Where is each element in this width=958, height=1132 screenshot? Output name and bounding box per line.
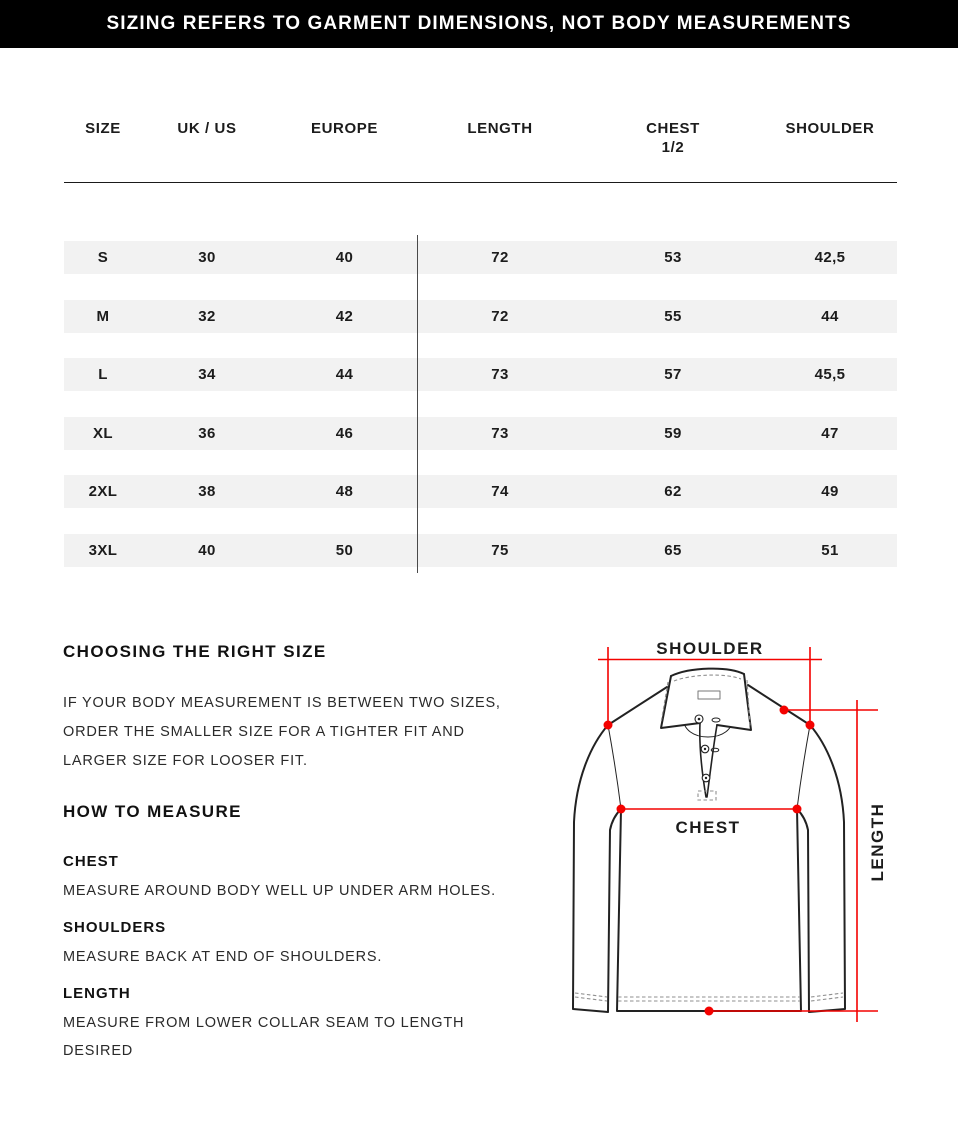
cell-length: 72: [491, 249, 509, 266]
table-row-2xl: [64, 475, 897, 508]
banner: [0, 0, 958, 48]
cell-size: S: [97, 249, 109, 266]
column-divider-line: [417, 235, 418, 573]
cell-size: M: [96, 307, 110, 325]
cell-shoulder: 44: [821, 307, 839, 325]
info-section: [0, 630, 958, 1132]
table-row-l: [64, 358, 897, 391]
cell-europe: 40: [335, 249, 354, 266]
measure-length-text: MEASURE FROM LOWER COLLAR SEAM TO LENGTH DESIRED: [63, 1015, 465, 1059]
cell-shoulder: 42,5: [814, 249, 846, 266]
choosing-size-title: CHOOSING THE RIGHT SIZE: [63, 642, 327, 661]
table-row-xl: [64, 417, 897, 450]
cell-chest: 53: [664, 249, 682, 266]
cell-length: 72: [491, 307, 509, 325]
cell-length: 74: [491, 483, 509, 500]
cell-chest: 62: [664, 483, 682, 500]
measure-shoulders-text: MEASURE BACK AT END OF SHOULDERS.: [63, 949, 383, 965]
shirt-outline: [573, 669, 845, 1012]
column-header-size: SIZE: [85, 120, 121, 137]
cell-europe: 42: [335, 307, 354, 325]
cell-europe: 50: [335, 541, 354, 559]
cell-europe: 48: [335, 483, 354, 500]
cell-size: L: [98, 366, 108, 383]
cell-chest: 59: [664, 424, 682, 442]
cell-length: 73: [491, 424, 509, 442]
cell-size: 2XL: [88, 483, 118, 500]
measure-item-chest: [63, 853, 563, 905]
size-table-body: [64, 241, 897, 567]
cell-shoulder: 45,5: [814, 366, 846, 383]
column-header-europe: EUROPE: [311, 120, 378, 137]
column-header-shoulder: SHOULDER: [785, 120, 875, 137]
size-table-header: [64, 119, 897, 157]
cell-shoulder: 51: [821, 541, 839, 559]
cell-shoulder: 49: [821, 483, 839, 500]
cell-uk-us: 40: [198, 541, 216, 559]
cell-size: 3XL: [88, 541, 118, 559]
cell-uk-us: 32: [198, 307, 216, 325]
cell-europe: 46: [335, 424, 354, 442]
cell-size: XL: [93, 424, 113, 442]
cell-chest: 57: [664, 366, 682, 383]
measure-chest-label: CHEST: [63, 853, 119, 870]
cell-shoulder: 47: [821, 424, 839, 442]
header-rule: [64, 182, 897, 183]
measurement-dots: [604, 706, 815, 1016]
stitching-dashes: [575, 675, 843, 1001]
measure-shoulders-label: SHOULDERS: [63, 919, 167, 936]
choosing-size-body: IF YOUR BODY MEASUREMENT IS BETWEEN TWO SIZES, ORDER THE SMALLER SIZE FOR A TIGHTER FIT AND LARGER SIZE FOR LOOSER FIT.: [63, 695, 501, 769]
diagram-chest-label: CHEST: [675, 818, 741, 837]
cell-uk-us: 34: [198, 366, 216, 383]
cell-chest: 65: [664, 541, 682, 559]
column-header-chest: CHEST 1/2: [646, 120, 700, 156]
table-row-3xl: [64, 534, 897, 567]
cell-uk-us: 30: [198, 249, 216, 266]
table-row-s: [64, 241, 897, 274]
how-to-measure-title: HOW TO MEASURE: [63, 802, 242, 821]
measure-length-label: LENGTH: [63, 985, 131, 1002]
cell-length: 73: [491, 366, 509, 383]
measure-item-length: [63, 985, 563, 1065]
cell-europe: 44: [335, 366, 354, 383]
instructions-column: [63, 642, 563, 1065]
measure-item-shoulders: [63, 919, 563, 971]
cell-uk-us: 38: [198, 483, 216, 500]
cell-uk-us: 36: [198, 424, 216, 442]
column-header-uk-us: UK / US: [177, 120, 237, 137]
column-header-length: LENGTH: [467, 120, 533, 137]
shirt-diagram-svg: [560, 630, 958, 1050]
diagram-shoulder-label: SHOULDER: [656, 639, 764, 658]
shirt-measurement-diagram: [560, 630, 958, 1132]
table-row-m: [64, 300, 897, 333]
cell-chest: 55: [664, 307, 682, 325]
cell-length: 75: [491, 541, 509, 559]
banner-text: SIZING REFERS TO GARMENT DIMENSIONS, NOT BODY MEASUREMENTS: [106, 13, 852, 34]
measure-chest-text: MEASURE AROUND BODY WELL UP UNDER ARM HOLES.: [63, 883, 496, 899]
diagram-length-label: LENGTH: [868, 802, 887, 882]
size-table: [64, 48, 897, 567]
